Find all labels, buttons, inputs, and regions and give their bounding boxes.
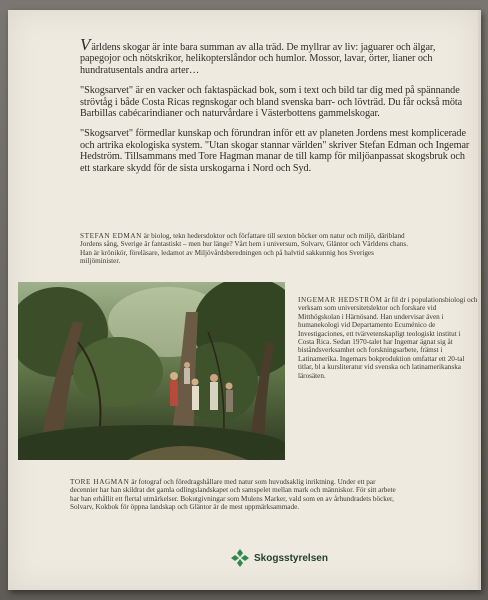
author-bio-hagman-text: är fotograf och föredragshållare med natur som huvudsaklig inriktning. Under ett par decennier har han skildrat det gamla odlingslandskapet och samspelet mellan mark och människor. För sitt arbete har han erhållit ett flertal utmärkelser. Bokutgivningar som Mulens Marker, vald som en av århundradets böcker, Solvarv, Kokbok för öppna landskap och Gläntor är de mest uppmärksammade. <box>70 478 396 512</box>
intro-paragraph-1 <box>80 35 472 76</box>
intro-paragraph-1-text: ärldens skogar är inte bara summan av alla träd. De myllrar av liv: jaguarer och älgar, papegojor och nötskrikor, helikopterslåndor och humlor. Mossor, lavar, örter, lianer och hundratusentals andra arter… <box>80 42 436 76</box>
author-name-hagman: TORE HAGMAN <box>70 478 130 486</box>
rainforest-photo <box>18 282 285 460</box>
author-bio-hagman <box>70 478 400 512</box>
drop-cap: V <box>80 35 91 54</box>
intro-text <box>80 35 472 183</box>
author-bio-edman <box>80 232 410 266</box>
author-name-edman: STEFAN EDMAN <box>80 232 142 240</box>
publisher-name: Skogsstyrelsen <box>254 552 328 564</box>
leaf-diamond-icon <box>230 548 250 568</box>
author-name-hedstrom: INGEMAR HEDSTRÖM <box>298 296 383 304</box>
publisher-logo <box>230 548 328 568</box>
author-bio-hedstrom-text: är fil dr i populationsbiologi och verksam som universitetslektor och forskare vid Mitthögskolan i Härnösand. Han undervisar även i humanekologi vid Departamento Ecuménico de Investigaciones, ett tvärvetenskapligt teologiskt institut i Costa Rica. Sedan 1970-talet har Ingemar ägnat sig åt biståndsverksamhet och forskningsarbete, främst i Latinamerika. Ingemars bokproduktion omfattar ett 20-tal titlar, bl a kursliteratur vid svenska och latinamerikanska lärosäten. <box>298 296 478 380</box>
intro-paragraph-3: "Skogsarvet" förmedlar kunskap och förundran inför ett av planeten Jordens mest komplicerade och artrika ekologiska system. "Utan skogar stannar världen" skriver Stefan Edman och Ingemar Hedström. Tillsammans med Tore Hagman manar de till kamp för miljöanpassat skogsbruk och ett starkare skydd för de sista urskogarna i Nord och Syd. <box>80 128 470 174</box>
rainforest-illustration <box>18 282 285 460</box>
author-bio-edman-text: är biolog, tekn hedersdoktor och författare till sexton böcker om natur och miljö, däribland Jordens sång, Sverige är fantastiskt – men hur länge? Vårt hem i universum, Solvarv, Gläntor och Världens chans. Han är krönikör, föreläsare, ledamot av Miljövårdsberedningen och på halvtid sakkunnig hos Sveriges miljöminister. <box>80 232 409 266</box>
author-bio-hedstrom <box>298 296 478 380</box>
intro-paragraph-2: "Skogsarvet" är en vacker och faktaspäckad bok, som i text och bild tar dig med på spännande strövtåg i både Costa Ricas regnskogar och bland svenska barr- och lövträd. Du får också möta Barbillas cabécarindianer och naturvårdare i Västerbottens gammelskogar. <box>80 85 463 120</box>
book-back-cover <box>8 10 481 590</box>
